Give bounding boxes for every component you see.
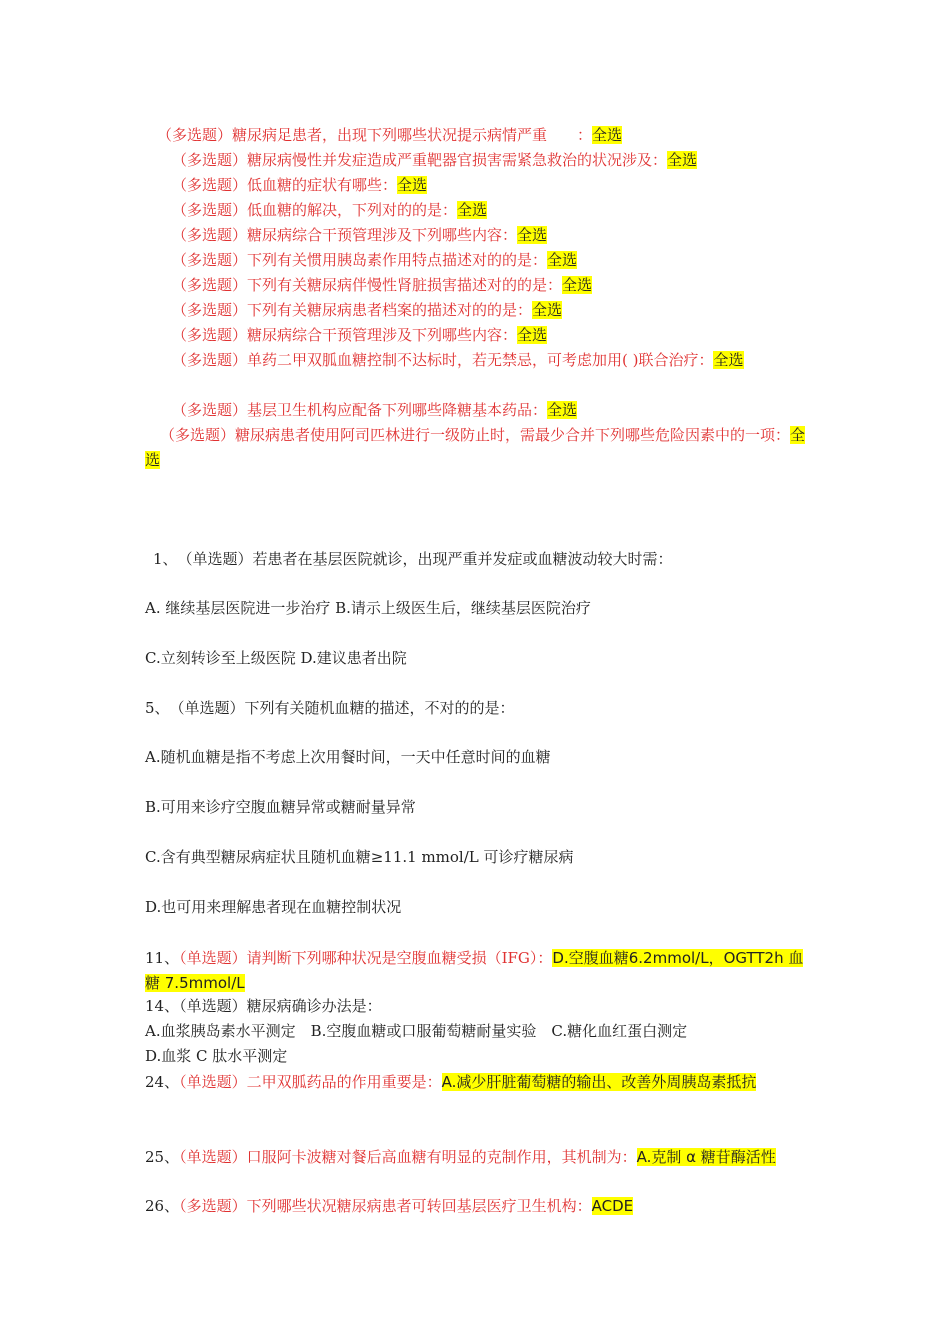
answer-highlight: ACDE: [591, 1197, 634, 1215]
answer-highlight: 全选: [667, 151, 698, 169]
multi-question-1: （多选题）糖尿病足患者，出现下列哪些状况提示病情严重 ：全选: [157, 126, 623, 144]
answer-highlight: 全选: [145, 426, 806, 469]
answer-highlight: 全选: [547, 401, 578, 419]
multi-question-6: （多选题）下列有关惯用胰岛素作用特点描述对的的是：全选: [172, 251, 578, 269]
multi-question-11: （多选题）基层卫生机构应配备下列哪些降糖基本药品：全选: [172, 401, 578, 419]
multi-question-5: （多选题）糖尿病综合干预管理涉及下列哪些内容：全选: [172, 226, 548, 244]
answer-highlight: 全选: [547, 251, 578, 269]
q11: 11、（单选题）请判断下列哪种状况是空腹血糖受损（IFG）：D.空腹血糖6.2mmol/L，OGTT2h 血糖 7.5mmol/L: [145, 949, 804, 992]
answer-highlight: 全选: [397, 176, 428, 194]
multi-question-4: （多选题）低血糖的解决，下列对的的是：全选: [172, 201, 488, 219]
q5-option-c: C.含有典型糖尿病症状且随机血糖≥11.1 mmol/L 可诊疗糖尿病: [145, 848, 574, 866]
q26: 26、（多选题）下列哪些状况糖尿病患者可转回基层医疗卫生机构：ACDE: [145, 1197, 634, 1215]
multi-question-8: （多选题）下列有关糖尿病患者档案的描述对的的是：全选: [172, 301, 563, 319]
q1-options-ab: A. 继续基层医院进一步治疗 B.请示上级医生后，继续基层医院治疗: [145, 599, 591, 617]
answer-highlight: 全选: [517, 226, 548, 244]
multi-question-10: （多选题）单药二甲双胍血糖控制不达标时，若无禁忌，可考虑加用( )联合治疗：全选: [172, 351, 744, 369]
answer-highlight: 全选: [457, 201, 488, 219]
q5-option-b: B.可用来诊疗空腹血糖异常或糖耐量异常: [145, 798, 416, 816]
answer-highlight: 全选: [592, 126, 623, 144]
q5-option-a: A.随机血糖是指不考虑上次用餐时间，一天中任意时间的血糖: [145, 748, 551, 766]
answer-highlight: A.减少肝脏葡萄糖的输出、改善外周胰岛素抵抗: [441, 1073, 757, 1091]
answer-highlight: 全选: [713, 351, 744, 369]
multi-question-3: （多选题）低血糖的症状有哪些：全选: [172, 176, 428, 194]
multi-question-9: （多选题）糖尿病综合干预管理涉及下列哪些内容：全选: [172, 326, 548, 344]
answer-highlight: A.克制 α 糖苷酶活性: [636, 1148, 776, 1166]
answer-highlight: 全选: [517, 326, 548, 344]
multi-question-2: （多选题）糖尿病慢性并发症造成严重靶器官损害需紧急救治的状况涉及：全选: [172, 151, 698, 169]
answer-highlight: 全选: [562, 276, 593, 294]
q25: 25、（单选题）口服阿卡波糖对餐后高血糖有明显的克制作用，其机制为：A.克制 α 糖苷酶活性: [145, 1148, 776, 1166]
q24: 24、（单选题）二甲双胍药品的作用重要是：A.减少肝脏葡萄糖的输出、改善外周胰岛素抵抗: [145, 1073, 757, 1091]
answer-highlight: D.空腹血糖6.2mmol/L，OGTT2h 血糖 7.5mmol/L: [145, 949, 804, 992]
q1-stem: 1、 （单选题）若患者在基层医院就诊，出现严重并发症或血糖波动较大时需：: [153, 550, 673, 568]
q14-options: A.血浆胰岛素水平测定 B.空腹血糖或口服葡萄糖耐量实验 C.糖化血红蛋白测定: [145, 1022, 688, 1040]
multi-question-7: （多选题）下列有关糖尿病伴慢性肾脏损害描述对的的是：全选: [172, 276, 593, 294]
answer-highlight: 全选: [532, 301, 563, 319]
multi-question-12: （多选题）糖尿病患者使用阿司匹林进行一级防止时，需最少合并下列哪些危险因素中的一项：全选: [145, 426, 806, 469]
q14-option-d: D.血浆 C 肽水平测定: [145, 1047, 288, 1065]
q5-option-d: D.也可用来理解患者现在血糖控制状况: [145, 898, 402, 916]
q5-stem: 5、 （单选题）下列有关随机血糖的描述，不对的的是：: [145, 699, 515, 717]
q14-stem: 14、（单选题）糖尿病确诊办法是：: [145, 997, 382, 1015]
q1-options-cd: C.立刻转诊至上级医院 D.建议患者出院: [145, 649, 407, 667]
